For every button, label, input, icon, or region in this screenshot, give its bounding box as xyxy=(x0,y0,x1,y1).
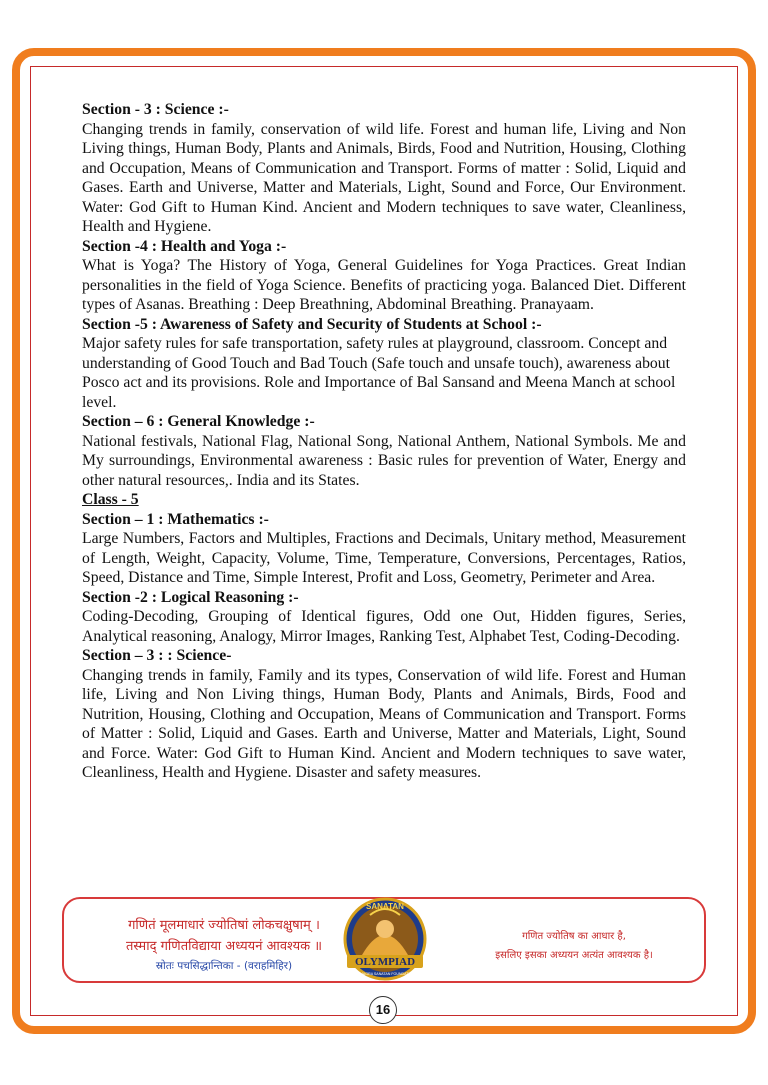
footer-banner xyxy=(62,897,706,983)
section-title: Section – 1 : Mathematics :- xyxy=(82,510,269,528)
section-health-yoga xyxy=(82,237,686,315)
hindi-line-1: गणित ज्योतिष का आधार है, xyxy=(522,931,626,942)
section-safety xyxy=(82,315,686,413)
section-body: National festivals, National Flag, National Song, National Anthem, National Symbols. Me and My surroundings, Environmental awareness : Basic rules for prevention of Water, Energy and other natural resources,. India and its States. xyxy=(82,432,686,489)
section-body: Large Numbers, Factors and Multiples, Fractions and Decimals, Unitary method, Measurement of Length, Weight, Capacity, Volume, Time, Temperature, Conversions, Percentages, Ratios, Speed, Distance and Time, Simple Interest, Profit and Loss, Geometry, Perimeter and Area. xyxy=(82,530,686,586)
logo-main-text: OLYMPIAD xyxy=(354,956,416,968)
class-heading: Class - 5 xyxy=(82,491,139,508)
section-title: Section – 6 : General Knowledge :- xyxy=(82,413,315,430)
section-title: Section – 3 : : Science- xyxy=(82,647,232,664)
section-logical-reasoning xyxy=(82,588,686,647)
section-science xyxy=(82,100,686,237)
logo-top-text: SANATAN xyxy=(366,902,404,911)
shloka-line-1: गणितं मूलमाधारं ज्योतिषां लोकचक्षुषाम् । xyxy=(128,918,320,933)
section-science-class5 xyxy=(82,646,686,783)
section-body: Changing trends in family, Family and its types, Conservation of wild life. Forest and Human life, Living and Non Living things, Human Body, Plants and Animals, Birds, Food and Nutrition, Housing, Clothing and Occupation, Means of Communication and Transport. Forms of Matter : Solid, Liquid and Gases. Earth and Universe, Matter and Materials, Light, Sound and Force. Water: God Gift to Human Kind. Ancient and Modern techniques to save water, Cleanliness, Health and Hygiene. Disaster and safety measures. xyxy=(82,666,686,781)
shloka-source: स्रोतः पचसिद्धान्तिका - (वराहमिहिर) xyxy=(155,960,293,972)
sanskrit-shloka xyxy=(84,915,364,975)
section-body: Major safety rules for safe transportation, safety rules at playground, classroom. Concept and understanding of Good Touch and Bad Touch (Safe touch and unsafe touch), awareness about Posco act and its provisions. Role and Importance of Bal Sansand and Meena Manch at school level. xyxy=(82,335,676,411)
section-mathematics xyxy=(82,510,686,588)
page-number: 16 xyxy=(369,996,397,1024)
section-title: Section -4 : Health and Yoga :- xyxy=(82,237,287,255)
hindi-translation xyxy=(464,927,684,965)
shloka-line-2: तस्माद् गणितविद्याया अध्ययनं आवश्यक ॥ xyxy=(125,939,323,954)
section-general-knowledge xyxy=(82,412,686,490)
olympiad-logo xyxy=(342,895,428,985)
syllabus-content xyxy=(82,100,686,783)
section-title: Section -2 : Logical Reasoning :- xyxy=(82,588,299,606)
section-title: Section - 3 : Science :- xyxy=(82,101,229,118)
hindi-line-2: इसलिए इसका अध्ययन अत्यंत आवश्यक है। xyxy=(495,950,653,961)
section-body: What is Yoga? The History of Yoga, General Guidelines for Yoga Practices. Great Indian personalities in the field of Yoga Science. Benefits of practicing yoga. Balanced Diet. Different types of Asanas. Breathing : Deep Breathning, Abdominal Breathing. Pranayaam. xyxy=(82,257,686,313)
section-body: Changing trends in family, conservation of wild life. Forest and human life, Living and Non Living things, Human Body, Plants and Animals, Birds, Food and Nutrition, Housing, Clothing and Occupation, Means of Communication and Transport. Forms of matter : Solid, Liquid and Gases. Earth and Universe, Matter and Materials, Light, Sound and Force, Our Environment. Water: God Gift to Human Kind. Ancient and Modern techniques to save water, Cleanliness, Health and Hygiene. xyxy=(82,120,686,235)
section-body: Coding-Decoding, Grouping of Identical figures, Odd one Out, Hidden figures, Series, Analytical reasoning, Analogy, Mirror Images, Ranking Test, Alphabet Test, Coding-Decoding. xyxy=(82,608,686,645)
logo-bottom-text: SAMAGRA SANATAN FOUNDATION xyxy=(355,972,415,976)
section-title: Section -5 : Awareness of Safety and Security of Students at School :- xyxy=(82,315,542,333)
